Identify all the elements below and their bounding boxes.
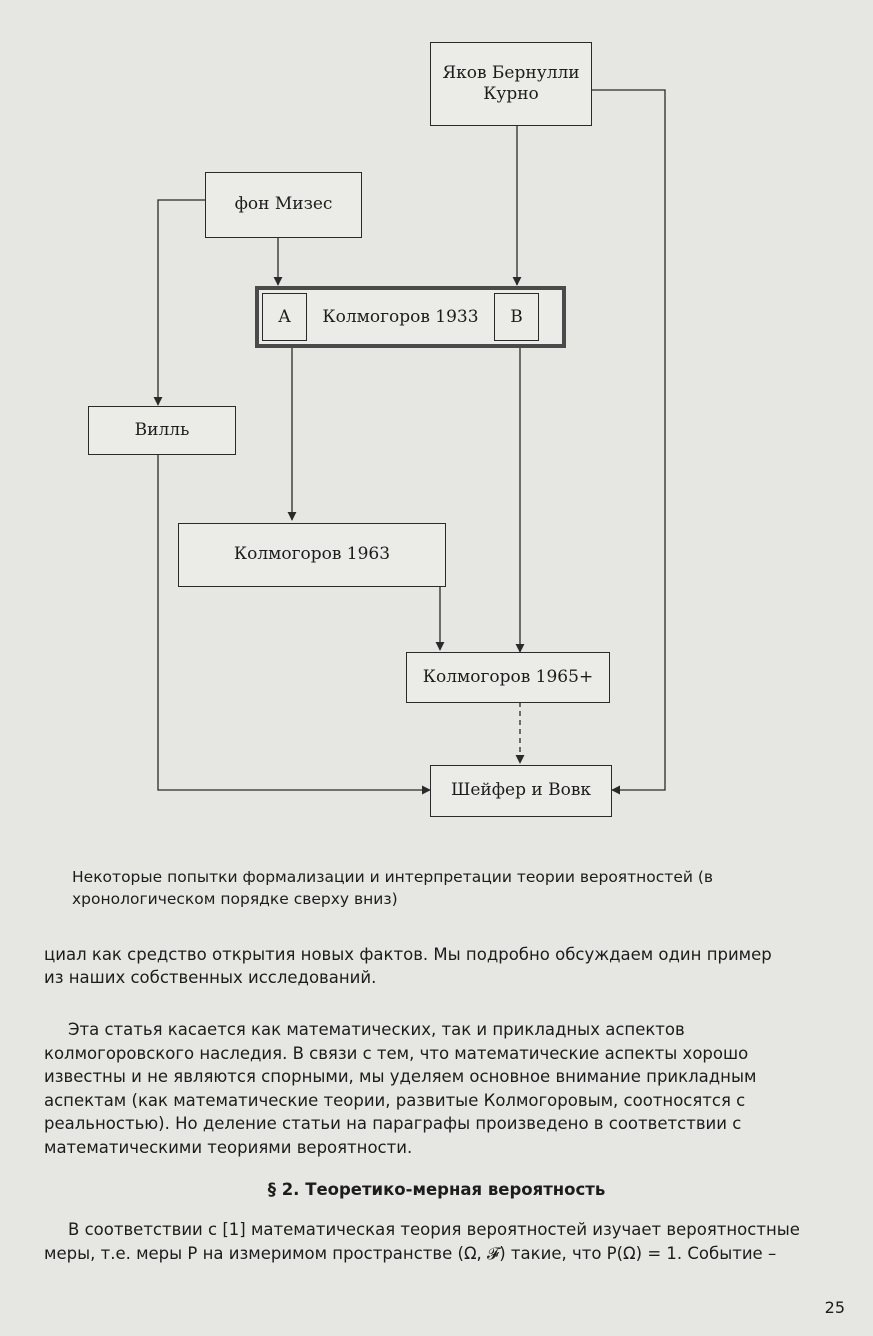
body-line-2: из наших собственных исследований. (44, 968, 377, 987)
label-cell-b: B (510, 307, 523, 327)
paragraph-3: В соответствии с [1] математическая теория вероятностей изучает вероятностные меры, т.е. меры P на измеримом пространстве (Ω, 𝓕) такие, что P(Ω) = 1. Событие – (44, 1220, 800, 1263)
page-number: 25 (824, 1298, 845, 1317)
body-line-1: циал как средство открытия новых фактов. Мы подробно обсуждаем один пример (44, 945, 772, 964)
box-ville (88, 406, 236, 455)
label-ville: Вилль (134, 419, 190, 440)
paragraph-2: Эта статья касается как математических, так и прикладных аспектов колмогоровского наследия. В связи с тем, что математические аспекты хорошо известны и не являются спорными, мы уделяем основное внимание прикладным аспектам (как математические теории, развитые Колмогоровым, соотносятся с реальностью). Но деление статьи на параграфы произведено в соответствии с математическими теориями вероятности. (44, 1020, 757, 1157)
box-kolmogorov-1965 (406, 652, 610, 703)
section-heading: § 2. Теоретико-мерная вероятность (267, 1180, 606, 1199)
figure-caption: Некоторые попытки формализации и интерпретации теории вероятностей (в хронологическом порядке сверху вниз) (72, 868, 714, 909)
label-kolmogorov-1965: Колмогоров 1965+ (422, 666, 594, 687)
box-shafer-vovk (430, 765, 612, 817)
label-cournot: Курно (483, 84, 539, 104)
box-bernoulli-cournot (430, 42, 592, 126)
label-kolmogorov-1963: Колмогоров 1963 (233, 544, 391, 565)
label-mises: фон Мизес (234, 194, 333, 215)
label-shafer-vovk: Шейфер и Вовк (450, 780, 592, 801)
box-kolmogorov-1963 (178, 523, 446, 587)
box-mises (205, 172, 362, 238)
label-kolmogorov-1933: Колмогоров 1933 (322, 307, 479, 327)
label-bernoulli: Яков Бернулли (442, 62, 580, 83)
cell-a (262, 293, 307, 341)
cell-b (494, 293, 539, 341)
label-cell-a: A (278, 307, 291, 327)
